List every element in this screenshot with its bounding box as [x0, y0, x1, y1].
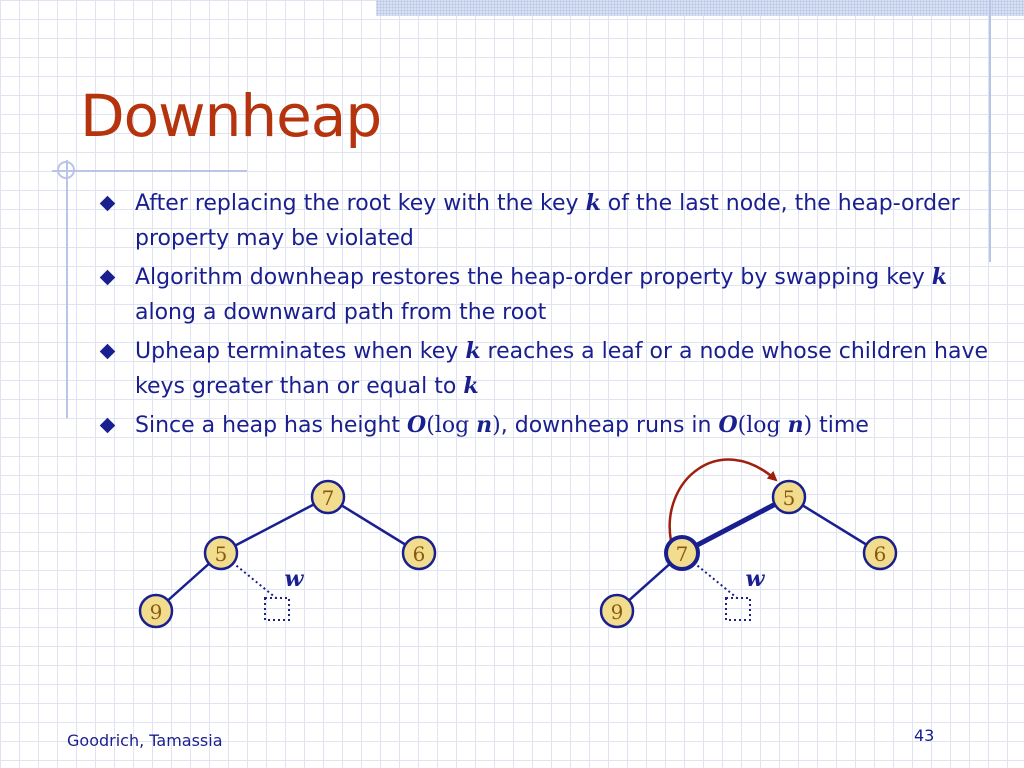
empty-node-w — [265, 598, 289, 620]
math-k: k — [931, 264, 948, 290]
svg-text:9: 9 — [610, 600, 624, 624]
right-heap-tree — [601, 460, 896, 627]
svg-text:9: 9 — [149, 600, 163, 624]
bullet-text: of the last node, the heap-order property may be violated — [135, 191, 960, 251]
svg-text:6: 6 — [412, 542, 426, 566]
node-right-child — [864, 537, 896, 569]
svg-text:5: 5 — [782, 486, 796, 510]
bullet-text: reaches a leaf or a node whose children have keys greater than or equal to — [135, 339, 989, 399]
svg-text:6: 6 — [873, 542, 887, 566]
page-number: 43 — [914, 726, 935, 745]
bullet-text: Upheap terminates when key — [135, 339, 466, 364]
bullet-text: time — [812, 413, 869, 438]
node-root — [312, 481, 344, 513]
edge-root-left-swapped — [682, 497, 789, 553]
math-k: k — [463, 373, 479, 399]
w-label: w — [745, 566, 765, 592]
bullet-text: After replacing the root key with the key — [135, 191, 586, 216]
svg-text:7: 7 — [675, 542, 689, 566]
node-left-child — [666, 537, 698, 569]
svg-text:7: 7 — [321, 486, 335, 510]
node-root — [773, 481, 805, 513]
math-olog-n: O(log n) — [407, 412, 501, 438]
math-olog-n: O(log n) — [718, 412, 813, 438]
node-leaf — [140, 595, 172, 627]
w-label: w — [284, 566, 304, 592]
edge-root-left — [221, 497, 328, 553]
empty-node-w — [726, 598, 750, 620]
swap-arrow — [670, 460, 776, 541]
node-left-child — [205, 537, 237, 569]
bullet-text: Since a heap has height — [135, 413, 408, 438]
math-k: k — [465, 338, 481, 364]
footer-authors: Goodrich, Tamassia — [67, 731, 223, 750]
node-leaf — [601, 595, 633, 627]
svg-text:5: 5 — [214, 542, 228, 566]
bullet-text: Algorithm downheap restores the heap-order property by swapping key — [135, 265, 932, 290]
left-heap-tree — [140, 481, 435, 627]
node-right-child — [403, 537, 435, 569]
bullet-text: along a downward path from the root — [135, 300, 547, 325]
math-k: k — [585, 190, 601, 216]
bullet-text: , downheap runs in — [500, 413, 719, 438]
slide-title: Downheap — [80, 82, 382, 150]
